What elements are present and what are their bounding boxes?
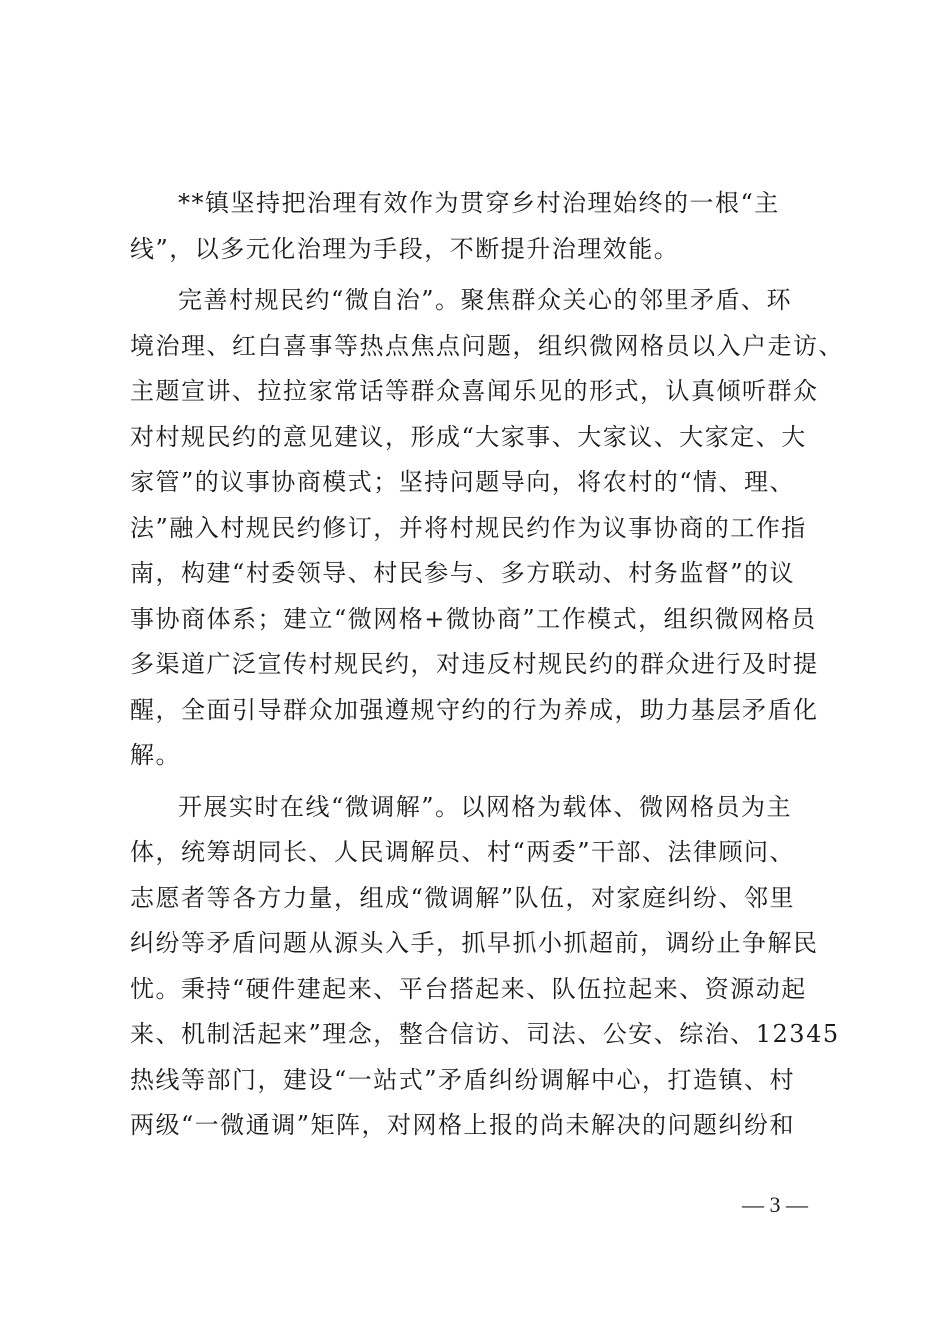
text-line: 法”融入村规民约修订，并将村规民约作为议事协商的工作指: [130, 513, 807, 542]
text-line: 纠纷等矛盾问题从源头入手，抓早抓小抓超前，调纷止争解民: [130, 929, 819, 957]
paragraph-intro: [130, 181, 830, 272]
paragraph-village-rules: [130, 278, 844, 779]
text-line: 解。: [130, 741, 181, 769]
text-line: 境治理、红白喜事等热点焦点问题，组织微网格员以入户走访、: [130, 331, 844, 360]
paragraph-mediation: [130, 785, 840, 1149]
text-line: 体，统筹胡同长、人民调解员、村“两委”干部、法律顾问、: [130, 838, 796, 866]
text-line: 志愿者等各方力量，组成“微调解”队伍，对家庭纠纷、邻里: [130, 883, 796, 912]
text-line: 家管”的议事协商模式；坚持问题导向，将农村的“情、理、: [130, 468, 796, 496]
text-line: 线”，以多元化治理为手段，不断提升治理效能。: [130, 234, 680, 263]
text-line: 两级“一微通调”矩阵，对网格上报的尚未解决的问题纠纷和: [130, 1111, 796, 1139]
text-line: 完善村规民约“微自治”。聚焦群众关心的邻里矛盾、环: [178, 286, 793, 314]
text-line: 热线等部门，建设“一站式”矛盾纠纷调解中心，打造镇、村: [130, 1065, 796, 1094]
body-text: [130, 181, 844, 1155]
text-line: 南，构建“村委领导、村民参与、多方联动、村务监督”的议: [130, 559, 796, 587]
text-line: 忧。秉持“硬件建起来、平台搭起来、队伍拉起来、资源动起: [130, 974, 807, 1003]
page-number: — 3 —: [742, 1192, 808, 1217]
text-line: 来、机制活起来”理念，整合信访、司法、公安、综治、12345: [130, 1020, 840, 1048]
text-line: 开展实时在线“微调解”。以网格为载体、微网格员为主: [178, 792, 793, 821]
text-line: 主题宣讲、拉拉家常话等群众喜闻乐见的形式，认真倾听群众: [130, 377, 819, 405]
text-line: 事协商体系；建立“微网格+微协商”工作模式，组织微网格员: [130, 604, 817, 633]
text-line: 醒，全面引导群众加强遵规守约的行为养成，助力基层矛盾化: [130, 695, 819, 724]
text-line: **镇坚持把治理有效作为贯穿乡村治理始终的一根“主: [178, 189, 780, 217]
text-line: 多渠道广泛宣传村规民约，对违反村规民约的群众进行及时提: [130, 650, 819, 678]
text-line: 对村规民约的意见建议，形成“大家事、大家议、大家定、大: [130, 422, 807, 451]
